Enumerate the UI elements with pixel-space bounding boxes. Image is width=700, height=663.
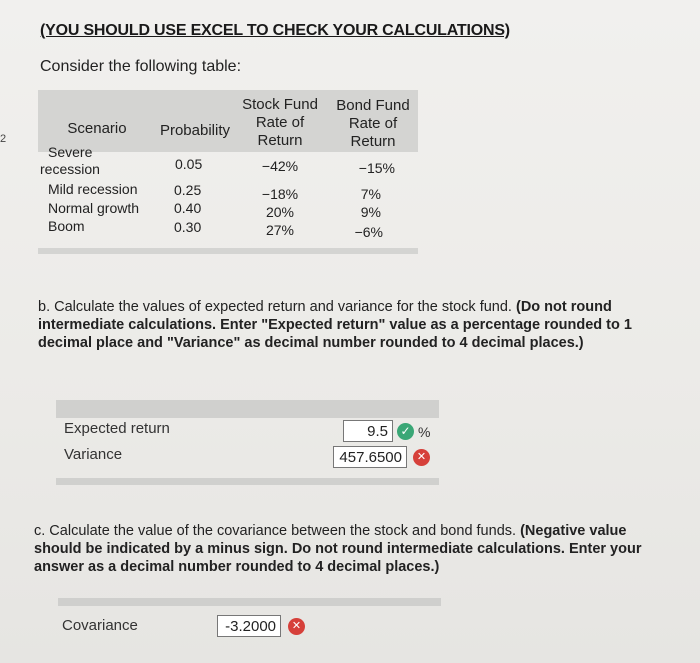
cell-scenario-severe-l2: recession xyxy=(40,161,100,177)
question-c-text xyxy=(34,522,664,576)
question-b-instruction: (Do not round intermediate calculations. Enter "Expected return" value as a percentage rounded to 1 decimal place and "Variance" as decimal number rounded to 4 decimal places.) xyxy=(38,299,632,351)
cell-probability: 0.05 xyxy=(175,156,203,172)
col-header-bond-line3: Return xyxy=(350,133,396,150)
answer-table-header xyxy=(56,400,439,418)
variance-label: Variance xyxy=(64,446,123,463)
expected-return-label: Expected return xyxy=(64,420,170,437)
cell-bond-return: −6% xyxy=(354,224,383,240)
covariance-input[interactable]: -3.2000 xyxy=(217,615,281,637)
cell-stock-return: 20% xyxy=(265,204,295,220)
page-edge-mark: 2 xyxy=(0,133,7,145)
answer-table-bottom xyxy=(56,478,439,485)
expected-return-input[interactable]: 9.5 xyxy=(343,420,393,442)
percent-unit: % xyxy=(418,424,431,440)
cell-bond-return: 7% xyxy=(360,186,381,202)
x-circle-icon: ✕ xyxy=(413,449,430,466)
question-c-lead: c. Calculate the value of the covariance between the stock and bond funds. xyxy=(34,523,517,539)
col-header-stock-line1: Stock Fund xyxy=(242,96,318,113)
cell-scenario: Normal growth xyxy=(48,200,140,216)
cell-probability: 0.40 xyxy=(174,200,202,216)
cell-probability: 0.30 xyxy=(174,219,202,235)
col-header-bond-line1: Bond Fund xyxy=(336,97,410,114)
cell-bond-return: 9% xyxy=(360,204,381,220)
variance-input[interactable]: 457.6500 xyxy=(333,446,407,468)
covariance-table-header xyxy=(58,598,441,606)
question-b-text xyxy=(38,298,660,352)
question-c-instruction: (Negative value should be indicated by a minus sign. Do not round intermediate calculations. Enter your answer as a decimal number rounded to 4 decimal places.) xyxy=(34,523,642,575)
cell-stock-return: −18% xyxy=(261,186,299,202)
cell-scenario: Mild recession xyxy=(48,181,138,197)
cell-probability: 0.25 xyxy=(174,182,202,198)
check-circle-icon: ✓ xyxy=(397,423,414,440)
cell-stock-return: 27% xyxy=(265,222,295,238)
col-header-scenario: Scenario xyxy=(67,120,127,137)
cell-scenario-severe-l1: Severe xyxy=(48,144,93,160)
question-b-lead: b. Calculate the values of expected return and variance for the stock fund. xyxy=(38,299,512,315)
table-bottom-band xyxy=(38,248,418,254)
cell-stock-return: −42% xyxy=(261,158,299,174)
cell-bond-return: −15% xyxy=(358,160,395,176)
col-header-stock-line2: Rate of xyxy=(255,114,305,131)
col-header-stock-line3: Return xyxy=(257,132,303,149)
x-circle-icon: ✕ xyxy=(288,618,305,635)
col-header-probability: Probability xyxy=(159,122,231,139)
col-header-bond-line2: Rate of xyxy=(348,115,398,132)
covariance-label: Covariance xyxy=(62,617,138,634)
instruction-header: (YOU SHOULD USE EXCEL TO CHECK YOUR CALCULATIONS) xyxy=(40,22,510,39)
cell-scenario: Boom xyxy=(48,218,85,234)
intro-text: Consider the following table: xyxy=(40,58,242,75)
